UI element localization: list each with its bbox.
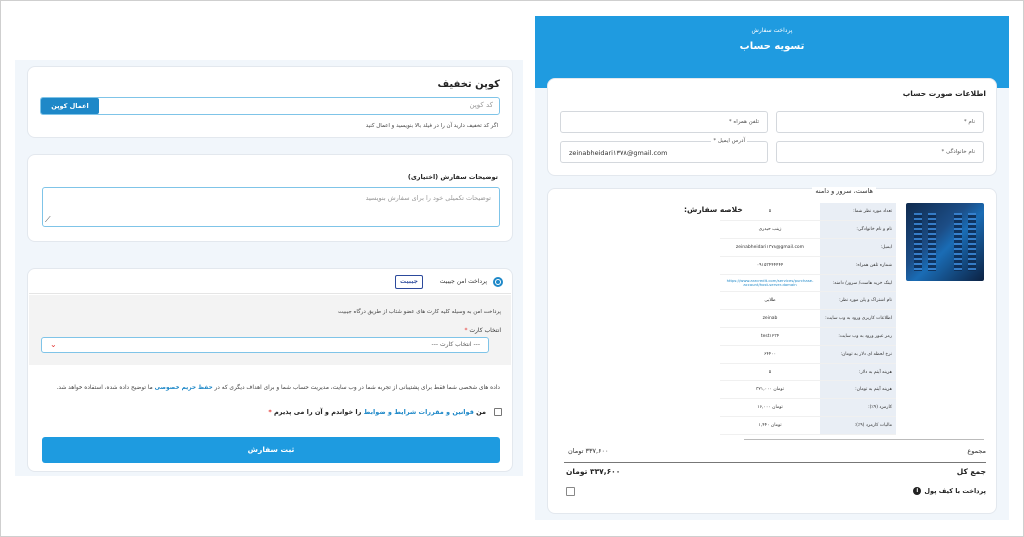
table-row: [720, 381, 896, 399]
page-title: تسویه حساب: [739, 41, 805, 52]
summary-value: طلایی: [720, 292, 820, 310]
table-row: [720, 363, 896, 381]
summary-key: هزینه آیتم به دلار:: [820, 363, 896, 381]
summary-value: ۶۴۴۰۰: [720, 345, 820, 363]
subtotal-label: مجموع: [967, 447, 986, 455]
wallet-row: [913, 487, 986, 495]
resize-handle-icon[interactable]: ⟋: [45, 215, 51, 224]
divider: [564, 462, 986, 463]
coupon-input[interactable]: کد کوپن: [469, 101, 493, 109]
order-summary-title: خلاصه سفارش:: [684, 205, 743, 214]
table-row: [720, 292, 896, 310]
payment-method-radio[interactable]: [493, 277, 503, 287]
privacy-policy-link[interactable]: حفظ حریم خصوصی: [154, 385, 213, 391]
summary-value: ۰۹۱۵۳۴۴۴۴۴۴: [720, 256, 820, 274]
place-order-button[interactable]: ثبت سفارش: [42, 437, 500, 463]
table-row: [720, 274, 896, 292]
phone-field[interactable]: [560, 111, 768, 133]
summary-key: لینک خرید هاست/ سرور/ دامنه:: [820, 274, 896, 292]
summary-key: مالیات کارمزد (۹٪):: [820, 417, 896, 435]
order-notes-textarea[interactable]: [42, 187, 500, 227]
table-row: [720, 221, 896, 239]
summary-value: ۱۶,۰۰۰ تومان: [720, 399, 820, 417]
summary-key: کارمزد (۹٪):: [820, 399, 896, 417]
summary-key: نام اشتراک و پلن مورد نظر:: [820, 292, 896, 310]
terms-required-mark: *: [268, 408, 272, 416]
product-image: [906, 203, 984, 281]
first-name-field[interactable]: [776, 111, 984, 133]
table-row: [720, 399, 896, 417]
email-field[interactable]: [560, 138, 768, 163]
summary-value: test۱۲۳۴: [720, 328, 820, 346]
apply-coupon-button[interactable]: اعمال کوپن: [41, 98, 99, 114]
table-row: [720, 310, 896, 328]
privacy-text-after: ما توضیح داده شده، استفاده خواهد شد.: [56, 385, 155, 391]
summary-value[interactable]: https://www.arzcredit.com/services/purchase-account/host-server-domain: [720, 274, 820, 292]
payment-method-row[interactable]: [29, 270, 511, 294]
card-select[interactable]: [41, 337, 489, 353]
total-value: ۳۳۷,۶۰۰ تومان: [566, 467, 621, 476]
payment-method-details: [29, 295, 511, 365]
summary-value: zeinab: [720, 310, 820, 328]
table-row: [720, 417, 896, 435]
summary-value: ۵: [720, 203, 820, 221]
summary-value: ۵: [720, 363, 820, 381]
coupon-title: کوپن تخفیف: [437, 79, 500, 90]
last-name-label: نام خانوادگی *: [941, 149, 975, 155]
checkout-left-panel: [15, 60, 523, 476]
summary-key: نام و نام خانوادگی:: [820, 221, 896, 239]
terms-text: [268, 408, 486, 416]
wallet-checkbox[interactable]: [566, 487, 575, 496]
wallet-label: پرداخت با کیف پول: [924, 487, 986, 495]
phone-label: تلفن همراه *: [728, 119, 759, 125]
chevron-down-icon: ⌄: [50, 340, 57, 349]
privacy-notice: [40, 385, 500, 391]
first-name-label: نام *: [963, 119, 975, 125]
billing-title: اطلاعات صورت حساب: [902, 89, 986, 98]
summary-key: شماره تلفن همراه:: [820, 256, 896, 274]
jibit-logo: جیبیت: [395, 275, 423, 289]
payment-method-label: پرداخت امن جیبیت: [439, 278, 487, 285]
terms-row: [268, 407, 502, 417]
summary-key: تعداد مورد نظر شما:: [820, 203, 896, 221]
terms-text-after: را خواندم و آن را می پذیرم: [274, 408, 364, 416]
order-notes-title: توضیحات سفارش (اختیاری): [407, 173, 498, 181]
summary-value: ۳۲۱,۰۰۰ تومان: [720, 381, 820, 399]
summary-value: ۱,۴۴۰ تومان: [720, 417, 820, 435]
order-summary-table: [720, 203, 896, 435]
summary-key: اطلاعات کاربری ورود به وب سایت:: [820, 310, 896, 328]
info-icon[interactable]: i: [913, 487, 921, 495]
card-select-value: --- انتخاب کارت ---: [431, 341, 480, 348]
order-notes-placeholder: توضیحات تکمیلی خود را برای سفارش بنویسید: [365, 194, 491, 202]
header-subtitle: پرداخت سفارش: [751, 27, 793, 34]
subtotal-value: ۳۳۷,۶۰۰ تومان: [568, 447, 609, 455]
table-row: [720, 256, 896, 274]
summary-key: نرخ لحظه ای دلار به تومان:: [820, 345, 896, 363]
table-row: [720, 203, 896, 221]
required-mark: *: [464, 327, 468, 334]
summary-key: هزینه آیتم به تومان:: [820, 381, 896, 399]
order-summary-card: [547, 188, 997, 514]
total-label: جمع کل: [956, 467, 986, 476]
order-notes-card: [27, 154, 513, 242]
summary-value: zeinabheidari۱۳۷۸@gmail.com: [720, 239, 820, 257]
email-value: zeinabheidari۱۳۷۸@gmail.com: [569, 149, 668, 157]
checkout-right-panel: [535, 16, 1009, 520]
billing-card: [547, 78, 997, 176]
coupon-card: [27, 66, 513, 138]
terms-text-before: من: [473, 408, 486, 416]
summary-key: رمز عبور ورود به وب سایت:: [820, 328, 896, 346]
coupon-hint: اگر کد تخفیف دارید آن را در فیلد بالا بنویسید و اعمال کنید: [365, 123, 498, 129]
privacy-text-before: داده های شخصی شما فقط برای پشتیبانی از تجربه شما در وب سایت، مدیریت حساب شما و برای اهداف دیگری که در: [212, 385, 500, 391]
coupon-field[interactable]: [40, 97, 500, 115]
card-select-label-text: انتخاب کارت: [469, 327, 501, 334]
table-row: [720, 345, 896, 363]
summary-value: زینب حیدری: [720, 221, 820, 239]
terms-link-rules[interactable]: قوانین و مقررات: [418, 408, 474, 416]
last-name-field[interactable]: [776, 141, 984, 163]
product-title: هاست، سرور و دامنه: [812, 187, 876, 195]
card-select-label: [464, 327, 501, 334]
summary-key: ایمیل:: [820, 239, 896, 257]
payment-description: پرداخت امن به وسیله کلیه کارت های عضو شتاب از طریق درگاه جیبیت: [337, 309, 501, 315]
payment-card: [27, 268, 513, 472]
table-row: [720, 328, 896, 346]
terms-link-conditions[interactable]: شرایط و ضوابط: [363, 408, 417, 416]
terms-checkbox[interactable]: [494, 408, 502, 416]
table-row: [720, 239, 896, 257]
email-label: آدرس ایمیل *: [713, 138, 745, 144]
divider: [744, 439, 984, 440]
